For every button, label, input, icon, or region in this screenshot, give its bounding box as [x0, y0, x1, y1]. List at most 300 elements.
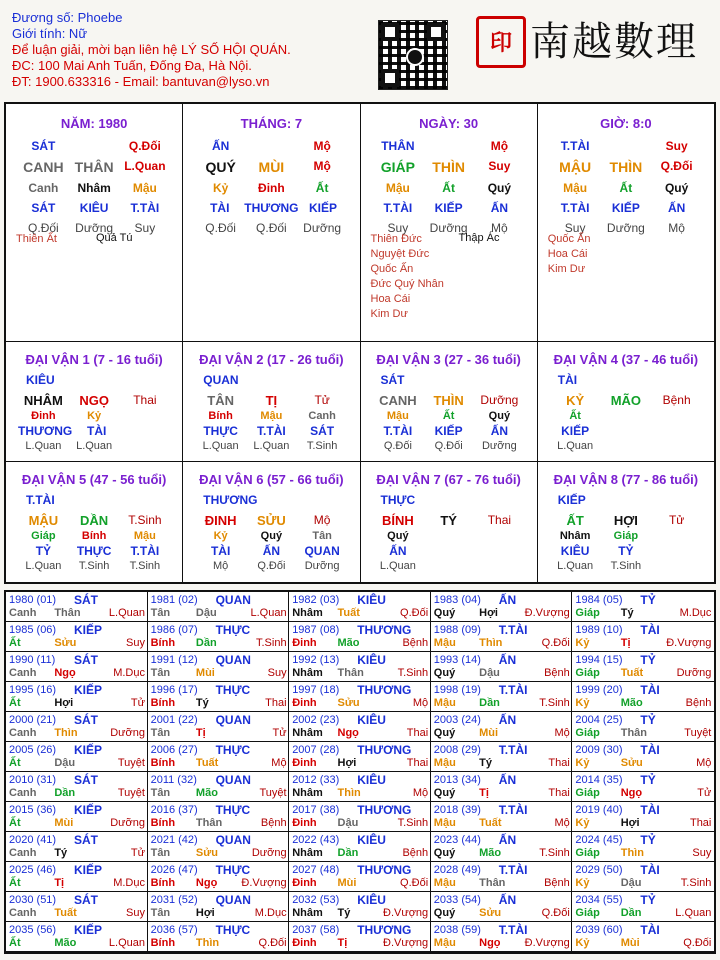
year-chi: Hợi: [195, 907, 215, 919]
pillar-row-h3: [183, 221, 359, 235]
year-pillar: [434, 907, 570, 919]
year-cell: [289, 772, 431, 802]
year-chi: Dậu: [479, 667, 500, 679]
dai-van-h2: [183, 424, 359, 438]
dai-van-pillar: [6, 393, 182, 408]
dai-van-state: Dưỡng: [480, 393, 519, 407]
year-label: 2035 (56): [9, 924, 57, 936]
year-state: Suy: [267, 667, 287, 679]
dai-van-value: THỰC: [76, 544, 112, 558]
dai-van-value: L.Quan: [25, 440, 62, 452]
year-cell: [6, 712, 148, 742]
year-god: ẤN: [498, 593, 517, 607]
dai-van-value: KIÊU: [560, 544, 590, 558]
dai-van-cell: [538, 462, 714, 582]
year-pillar: [434, 937, 570, 949]
year-god: T.TÀI: [498, 863, 528, 877]
year-state: Tử: [130, 847, 145, 859]
pillar-value: T.TÀI: [130, 201, 160, 215]
year-god: SÁT: [74, 773, 98, 787]
year-god: ẤN: [498, 893, 517, 907]
pillar-value: GIÁP: [380, 159, 415, 175]
pillar-value: KIẾP: [308, 201, 337, 215]
year-chi: Ngọ: [620, 787, 643, 799]
year-label: 1992 (13): [292, 654, 340, 666]
year-cell: [289, 862, 431, 892]
year-pillar: [434, 847, 570, 859]
dai-van-h3: [538, 440, 714, 452]
year-cell: [148, 772, 290, 802]
year-label: 2014 (35): [575, 774, 623, 786]
contact-note: Để luận giải, mời bạn liên hệ LÝ SỐ HỘI QUÁN.: [12, 42, 291, 57]
dai-van-god: T.TÀI: [26, 493, 55, 507]
year-pillar: [292, 607, 428, 619]
year-pillar: [9, 817, 145, 829]
pillar-value: ẤN: [211, 139, 230, 153]
year-cell: [431, 652, 573, 682]
dai-van-god: QUAN: [203, 373, 239, 387]
year-god: THỰC: [215, 623, 251, 637]
year-chi: Mùi: [620, 937, 640, 949]
pillar-row-hidden: [361, 181, 537, 195]
year-pillar: [292, 907, 428, 919]
pillar-title: NGÀY: 30: [419, 116, 479, 131]
year-cell: [572, 652, 714, 682]
year-label: 1996 (17): [150, 684, 198, 696]
year-label: 1980 (01): [9, 594, 57, 606]
empty-slot: [601, 410, 652, 422]
year-god: QUAN: [215, 773, 251, 787]
year-state: Bệnh: [402, 637, 429, 649]
pillar-value: CANH: [23, 159, 64, 175]
dai-van-h2: [183, 544, 359, 558]
address: ĐC: 100 Mai Anh Tuấn, Đống Đa, Hà Nội.: [12, 58, 252, 73]
star-item: Hoa Cái: [547, 248, 588, 260]
year-cell: [6, 682, 148, 712]
year-cell: [6, 892, 148, 922]
year-can: Bính: [150, 877, 176, 889]
year-pillar: [575, 877, 711, 889]
year-state: Q.Đối: [541, 907, 570, 919]
year-god: SÁT: [74, 593, 98, 607]
year-can: Canh: [9, 607, 37, 619]
year-cell: [431, 892, 573, 922]
year-state: Mộ: [554, 817, 570, 829]
year-state: Đ.Vượng: [241, 877, 287, 889]
year-pillar: [575, 667, 711, 679]
year-can: Tân: [150, 667, 171, 679]
empty-slot: [423, 560, 474, 572]
year-can: Bính: [150, 757, 176, 769]
year-state: Thai: [548, 787, 570, 799]
pillar-row-h2: [538, 201, 714, 215]
dai-van-value: Q.Đối: [383, 440, 412, 452]
pillar-value: ẤN: [667, 201, 686, 215]
pillar-value: [423, 139, 474, 153]
year-can: Canh: [9, 727, 37, 739]
year-pillar: [575, 937, 711, 949]
year-chi: Dậu: [620, 877, 642, 889]
year-can: Giáp: [575, 667, 600, 679]
year-state: Dưỡng: [251, 847, 287, 859]
year-label: 2003 (24): [433, 714, 481, 726]
dai-van-value: Dưỡng: [304, 560, 340, 572]
year-god: ẤN: [498, 773, 517, 787]
year-cell: [572, 742, 714, 772]
year-chi: Dần: [337, 847, 359, 859]
year-cell: [431, 922, 573, 952]
year-can: Kỷ: [575, 937, 590, 949]
year-chi: Hợi: [54, 697, 74, 709]
year-can: Đinh: [292, 817, 317, 829]
year-chi: Tuất: [54, 907, 77, 919]
year-label: 2023 (44): [433, 834, 481, 846]
year-chi: Sửu: [479, 907, 502, 919]
dai-van-value: Q.Đối: [257, 560, 286, 572]
year-can: Quý: [433, 667, 456, 679]
year-god: THƯƠNG: [357, 923, 412, 937]
year-chi: Tị: [54, 877, 65, 889]
pillar-value: Ất: [619, 181, 633, 195]
year-pillar: [151, 847, 287, 859]
dai-van-title: ĐẠI VẬN 3 (27 - 36 tuổi): [376, 352, 521, 367]
year-cell: [572, 592, 714, 622]
pillar-value: Mộ: [313, 139, 331, 153]
year-chi: Mùi: [54, 817, 74, 829]
dai-van-h2: [6, 544, 182, 558]
year-label: 1985 (06): [9, 624, 57, 636]
year-cell: [431, 742, 573, 772]
dai-van-value: Ất: [442, 410, 455, 422]
dai-van-chi: TỊ: [265, 393, 278, 408]
year-chi: Tuất: [195, 757, 219, 769]
year-cell: [289, 622, 431, 652]
year-state: T.Sinh: [680, 877, 712, 889]
star-item: Kim Dư: [370, 308, 408, 320]
pillar-value: T.TÀI: [560, 201, 590, 215]
year-chi: Dậu: [195, 607, 217, 619]
empty-slot: [601, 424, 652, 438]
year-chi: Tý: [337, 907, 351, 919]
year-label: 1984 (05): [575, 594, 623, 606]
year-pillar: [292, 787, 428, 799]
year-can: Quý: [433, 847, 456, 859]
pillar-value: THÂN: [381, 139, 415, 153]
year-cell: [431, 772, 573, 802]
year-can: Giáp: [575, 727, 600, 739]
year-state: Q.Đối: [400, 607, 429, 619]
pillar-value: Suy: [564, 221, 586, 235]
pillar-value: T.TÀI: [383, 201, 413, 215]
year-chi: Tý: [195, 697, 209, 709]
pillar-row-h2: [183, 201, 359, 215]
year-label: 2029 (50): [575, 864, 623, 876]
year-chi: Thìn: [195, 937, 220, 949]
dai-van-value: Mậu: [260, 410, 283, 422]
year-cell: [431, 802, 573, 832]
year-state: M.Dục: [113, 667, 145, 679]
year-god: THƯƠNG: [357, 623, 412, 637]
year-state: Bệnh: [685, 697, 712, 709]
year-can: Đinh: [292, 637, 317, 649]
year-state: Thai: [406, 757, 429, 769]
empty-slot: [601, 440, 652, 452]
year-can: Nhâm: [292, 847, 323, 859]
year-can: Nhâm: [292, 607, 323, 619]
year-chi: Thìn: [479, 637, 503, 649]
dai-van-title: ĐẠI VẬN 5 (47 - 56 tuổi): [21, 472, 167, 487]
year-god: SÁT: [74, 653, 98, 667]
year-can: Mậu: [433, 637, 456, 649]
dai-van-hidden: [6, 530, 182, 542]
year-label: 2038 (59): [433, 924, 481, 936]
year-god: KIÊU: [357, 833, 386, 847]
year-pillar: [575, 847, 711, 859]
dai-van-value: L.Quan: [76, 440, 113, 452]
year-label: 2015 (36): [9, 804, 57, 816]
pillar-value: MẬU: [559, 159, 592, 175]
dai-van-cell: [361, 342, 538, 462]
pillar-value: Suy: [387, 221, 409, 235]
year-can: Bính: [150, 697, 176, 709]
year-pillar: [9, 727, 145, 739]
year-label: 1986 (07): [150, 624, 198, 636]
year-state: Đ.Vượng: [383, 907, 429, 919]
pillar-value: MÙI: [258, 159, 285, 175]
pillar-title: GIỜ: 8:0: [600, 116, 652, 131]
dai-van-can: BÍNH: [381, 513, 414, 528]
pillar-value: [246, 139, 297, 153]
dai-van-title: ĐẠI VẬN 1 (7 - 16 tuổi): [25, 352, 163, 367]
pillar-value: Q.Đối: [256, 221, 287, 235]
dai-van-h3: [361, 440, 537, 452]
year-state: Mộ: [412, 787, 429, 799]
year-chi: Thân: [337, 667, 364, 679]
pillar-value: Suy: [665, 139, 688, 153]
year-state: Thai: [548, 757, 570, 769]
year-god: TÀI: [640, 623, 660, 637]
pillar-value: Mậu: [385, 181, 410, 195]
dai-van-value: T.TÀI: [130, 544, 160, 558]
year-can: Nhâm: [292, 667, 323, 679]
pillar-row-top: [538, 139, 714, 153]
pillar-value: KIÊU: [79, 201, 109, 215]
pillar-value: Mộ: [313, 159, 331, 173]
year-god: KIÊU: [357, 593, 386, 607]
dai-van-god: SÁT: [380, 373, 405, 387]
dai-van-value: T.Sinh: [306, 440, 338, 452]
dai-van-value: ẤN: [389, 544, 407, 558]
year-pillar: [434, 877, 570, 889]
dai-van-value: Bính: [208, 410, 233, 422]
year-god: KIẾP: [74, 863, 103, 877]
star-item: Thập Ác: [458, 232, 500, 244]
year-pillar: [434, 757, 570, 769]
year-cell: [431, 622, 573, 652]
year-label: 1991 (12): [150, 654, 198, 666]
year-label: 2034 (55): [575, 894, 623, 906]
pillar-value: Ất: [315, 181, 329, 195]
year-god: THỰC: [215, 803, 251, 817]
qr-code-icon: [378, 20, 448, 90]
year-label: 2016 (37): [150, 804, 198, 816]
pillar-value: THÌN: [432, 159, 465, 175]
year-can: Kỷ: [575, 877, 590, 889]
year-pillar: [292, 667, 428, 679]
year-state: Bệnh: [544, 877, 570, 889]
year-cell: [572, 772, 714, 802]
pillar-value: Q.Đối: [128, 139, 161, 153]
year-cell: [431, 862, 573, 892]
year-can: Tân: [150, 907, 171, 919]
dai-van-chi: NGỌ: [79, 393, 109, 408]
year-chi: Hợi: [620, 817, 640, 829]
pillar-value: Dưỡng: [75, 221, 114, 235]
dai-van-chi: TÝ: [440, 513, 457, 528]
pillar-row-can: [183, 159, 359, 175]
dai-van-can: ĐINH: [204, 513, 237, 528]
year-chi: Mão: [620, 697, 643, 709]
dai-van-h2: [538, 544, 714, 558]
dai-van-hidden: [183, 410, 359, 422]
star-item: Kim Dư: [547, 263, 586, 275]
year-label: 2033 (54): [433, 894, 481, 906]
year-label: 1990 (11): [9, 654, 56, 666]
year-pillar: [151, 637, 287, 649]
dai-van-cell: [6, 342, 183, 462]
year-chi: Tý: [54, 847, 68, 859]
logo-title: 南越數理: [530, 19, 698, 65]
year-pillar: [575, 727, 711, 739]
year-state: Dưỡng: [110, 817, 145, 829]
year-pillar: [9, 697, 145, 709]
dai-van-h2: [6, 424, 182, 438]
pillar-row-top: [361, 139, 537, 153]
year-state: Mộ: [696, 757, 712, 769]
year-state: Suy: [126, 637, 145, 649]
year-chi: Tuất: [479, 817, 502, 829]
year-label: 2001 (22): [150, 714, 198, 726]
year-chi: Hợi: [479, 607, 498, 619]
year-can: Quý: [433, 787, 456, 799]
year-state: Dưỡng: [110, 727, 145, 739]
year-can: Ất: [9, 877, 21, 889]
dai-van-pillar: [538, 393, 714, 408]
year-chi: Thân: [479, 877, 506, 889]
dai-van-hidden: [6, 410, 182, 422]
dai-van-value: Quý: [260, 530, 283, 542]
year-cell: [289, 832, 431, 862]
pillar-value: [69, 139, 120, 153]
pillar-value: Quý: [664, 181, 689, 195]
dai-van-value: ẤN: [262, 544, 281, 558]
year-pillar: [292, 697, 428, 709]
year-god: T.TÀI: [498, 743, 528, 757]
dai-van-value: Bính: [81, 530, 107, 542]
year-god: T.TÀI: [498, 923, 528, 937]
empty-slot: [120, 410, 171, 422]
dai-van-h3: [538, 560, 714, 572]
year-can: Quý: [433, 727, 456, 739]
pillar-value: SÁT: [31, 201, 56, 215]
year-chi: Hợi: [337, 757, 357, 769]
year-chi: Sửu: [195, 847, 218, 859]
pillar-cell: [6, 104, 183, 342]
year-can: Ất: [9, 637, 21, 649]
year-state: Suy: [692, 847, 712, 859]
empty-slot: [651, 440, 702, 452]
star-item: Đức Quý Nhân: [370, 278, 444, 290]
dai-van-pillar: [183, 513, 359, 528]
dai-van-value: Q.Đối: [434, 440, 463, 452]
year-state: L.Quan: [108, 607, 145, 619]
empty-slot: [423, 530, 474, 542]
year-chi: Thân: [620, 727, 647, 739]
year-god: TÀI: [640, 683, 660, 697]
year-god: ẤN: [498, 833, 517, 847]
year-label: 2004 (25): [575, 714, 623, 726]
year-pillar: [434, 787, 570, 799]
dai-van-pillar: [6, 513, 182, 528]
year-label: 2005 (26): [9, 744, 57, 756]
pillar-row-h2: [361, 201, 537, 215]
year-state: T.Sinh: [397, 817, 429, 829]
year-god: TỶ: [640, 893, 656, 907]
year-state: Thai: [689, 817, 712, 829]
dai-van-cell: [183, 342, 360, 462]
year-state: M.Dục: [113, 877, 145, 889]
empty-slot: [474, 544, 525, 558]
year-label: 2006 (27): [150, 744, 198, 756]
year-can: Bính: [150, 817, 176, 829]
dai-van-state: Thai: [487, 513, 512, 527]
year-state: L.Quan: [108, 937, 145, 949]
year-label: 2007 (28): [292, 744, 340, 756]
dai-van-value: QUAN: [304, 544, 340, 558]
year-pillar: [575, 907, 711, 919]
year-label: 2002 (23): [292, 714, 340, 726]
pillar-value: Dưỡng: [303, 221, 342, 235]
year-label: 1987 (08): [292, 624, 340, 636]
pillar-row-hidden: [183, 181, 359, 195]
dai-van-title: ĐẠI VẬN 6 (57 - 66 tuổi): [199, 472, 344, 487]
year-state: L.Quan: [250, 607, 287, 619]
dai-van-value: T.TÀI: [257, 424, 286, 438]
dai-van-state: Tử: [668, 513, 685, 527]
dai-van-value: Kỷ: [87, 410, 102, 422]
pillar-row-can: [538, 159, 714, 175]
dai-van-title: ĐẠI VẬN 4 (37 - 46 tuổi): [553, 352, 699, 367]
year-can: Giáp: [575, 607, 600, 619]
dai-van-state: Mộ: [313, 513, 331, 527]
year-chi: Tuất: [620, 667, 644, 679]
year-can: Mậu: [433, 877, 456, 889]
dai-van-can: KỶ: [566, 393, 585, 408]
year-chi: Tý: [620, 607, 634, 619]
year-pillar: [434, 637, 570, 649]
pillar-title: THÁNG: 7: [240, 116, 303, 131]
pillar-row-hidden: [6, 181, 182, 195]
year-chi: Mão: [54, 937, 77, 949]
year-can: Kỷ: [575, 757, 590, 769]
dai-van-value: KIẾP: [434, 424, 463, 438]
year-chi: Thìn: [54, 727, 78, 739]
dai-van-hidden: [538, 530, 714, 542]
dai-van-value: TÀI: [87, 424, 107, 438]
pillar-value: Mộ: [490, 139, 509, 153]
dai-van-value: Kỷ: [213, 530, 228, 542]
pillar-stars: [16, 232, 57, 247]
